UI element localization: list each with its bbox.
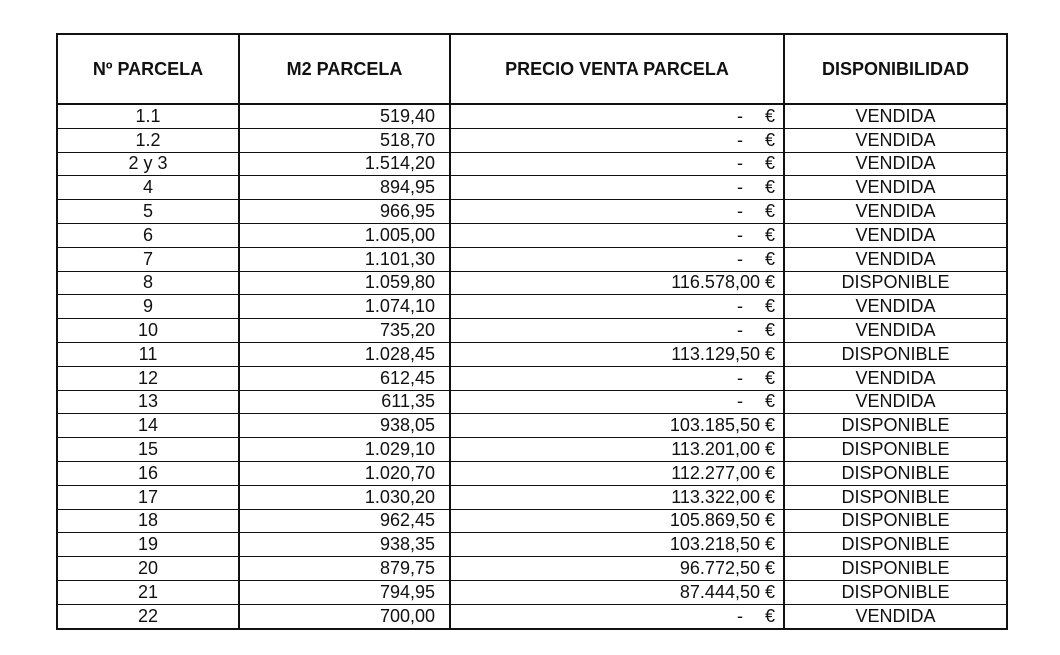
cell-parcela: 11 bbox=[58, 342, 239, 366]
cell-parcela: 19 bbox=[58, 533, 239, 557]
cell-disponibilidad: DISPONIBLE bbox=[784, 271, 1006, 295]
price-placeholder bbox=[737, 106, 775, 127]
cell-disponibilidad: VENDIDA bbox=[784, 390, 1006, 414]
cell-disponibilidad: VENDIDA bbox=[784, 223, 1006, 247]
cell-parcela: 2 y 3 bbox=[58, 152, 239, 176]
cell-m2: 1.514,20 bbox=[239, 152, 450, 176]
cell-disponibilidad: VENDIDA bbox=[784, 366, 1006, 390]
cell-parcela: 20 bbox=[58, 557, 239, 581]
cell-m2: 938,05 bbox=[239, 414, 450, 438]
price-dash: - bbox=[737, 177, 743, 198]
cell-m2: 879,75 bbox=[239, 557, 450, 581]
table-row bbox=[58, 557, 1006, 581]
cell-disponibilidad: VENDIDA bbox=[784, 295, 1006, 319]
cell-disponibilidad: DISPONIBLE bbox=[784, 414, 1006, 438]
table-row bbox=[58, 152, 1006, 176]
cell-m2: 700,00 bbox=[239, 604, 450, 627]
cell-precio: 112.277,00 € bbox=[450, 461, 784, 485]
table-row bbox=[58, 580, 1006, 604]
cell-parcela: 7 bbox=[58, 247, 239, 271]
table-row bbox=[58, 390, 1006, 414]
table-row bbox=[58, 366, 1006, 390]
table-row bbox=[58, 247, 1006, 271]
table-row bbox=[58, 128, 1006, 152]
cell-disponibilidad: DISPONIBLE bbox=[784, 557, 1006, 581]
table-row bbox=[58, 176, 1006, 200]
cell-m2: 938,35 bbox=[239, 533, 450, 557]
cell-m2: 612,45 bbox=[239, 366, 450, 390]
table-row bbox=[58, 414, 1006, 438]
cell-precio: 105.869,50 € bbox=[450, 509, 784, 533]
cell-parcela: 6 bbox=[58, 223, 239, 247]
cell-disponibilidad: VENDIDA bbox=[784, 104, 1006, 128]
cell-m2: 518,70 bbox=[239, 128, 450, 152]
table-row bbox=[58, 438, 1006, 462]
cell-parcela: 18 bbox=[58, 509, 239, 533]
cell-disponibilidad: DISPONIBLE bbox=[784, 461, 1006, 485]
cell-m2: 1.028,45 bbox=[239, 342, 450, 366]
price-dash: - bbox=[737, 248, 743, 269]
cell-precio: 103.185,50 € bbox=[450, 414, 784, 438]
cell-precio: 116.578,00 € bbox=[450, 271, 784, 295]
cell-precio bbox=[450, 200, 784, 224]
cell-parcela: 15 bbox=[58, 438, 239, 462]
cell-m2: 1.074,10 bbox=[239, 295, 450, 319]
cell-disponibilidad: VENDIDA bbox=[784, 200, 1006, 224]
euro-symbol: € bbox=[764, 129, 775, 150]
cell-parcela: 21 bbox=[58, 580, 239, 604]
cell-disponibilidad: DISPONIBLE bbox=[784, 342, 1006, 366]
table-row bbox=[58, 271, 1006, 295]
cell-m2: 1.005,00 bbox=[239, 223, 450, 247]
cell-parcela: 9 bbox=[58, 295, 239, 319]
price-dash: - bbox=[737, 367, 743, 388]
cell-parcela: 1.1 bbox=[58, 104, 239, 128]
cell-m2: 611,35 bbox=[239, 390, 450, 414]
price-dash: - bbox=[737, 391, 743, 412]
cell-m2: 735,20 bbox=[239, 319, 450, 343]
cell-disponibilidad: DISPONIBLE bbox=[784, 485, 1006, 509]
euro-symbol: € bbox=[764, 224, 775, 245]
price-placeholder bbox=[737, 225, 775, 246]
cell-disponibilidad: VENDIDA bbox=[784, 247, 1006, 271]
price-placeholder bbox=[737, 320, 775, 341]
cell-parcela: 17 bbox=[58, 485, 239, 509]
price-dash: - bbox=[737, 129, 743, 150]
table-row bbox=[58, 319, 1006, 343]
header-disponibilidad: DISPONIBILIDAD bbox=[784, 35, 1006, 104]
cell-precio bbox=[450, 128, 784, 152]
cell-precio bbox=[450, 104, 784, 128]
cell-disponibilidad: DISPONIBLE bbox=[784, 533, 1006, 557]
cell-m2: 1.030,20 bbox=[239, 485, 450, 509]
table-row bbox=[58, 223, 1006, 247]
price-placeholder bbox=[737, 296, 775, 317]
cell-precio: 113.129,50 € bbox=[450, 342, 784, 366]
cell-parcela: 1.2 bbox=[58, 128, 239, 152]
cell-disponibilidad: DISPONIBLE bbox=[784, 509, 1006, 533]
cell-disponibilidad: VENDIDA bbox=[784, 176, 1006, 200]
euro-symbol: € bbox=[764, 201, 775, 222]
cell-precio bbox=[450, 176, 784, 200]
cell-precio bbox=[450, 247, 784, 271]
table-row bbox=[58, 461, 1006, 485]
cell-disponibilidad: VENDIDA bbox=[784, 128, 1006, 152]
price-placeholder bbox=[737, 249, 775, 270]
cell-parcela: 4 bbox=[58, 176, 239, 200]
header-precio: PRECIO VENTA PARCELA bbox=[450, 35, 784, 104]
cell-precio bbox=[450, 152, 784, 176]
cell-parcela: 12 bbox=[58, 366, 239, 390]
cell-precio bbox=[450, 319, 784, 343]
cell-parcela: 22 bbox=[58, 604, 239, 627]
price-placeholder bbox=[737, 391, 775, 412]
price-dash: - bbox=[737, 105, 743, 126]
price-dash: - bbox=[737, 605, 743, 626]
cell-m2: 794,95 bbox=[239, 580, 450, 604]
cell-disponibilidad: VENDIDA bbox=[784, 152, 1006, 176]
cell-parcela: 8 bbox=[58, 271, 239, 295]
table-row bbox=[58, 295, 1006, 319]
parcel-table bbox=[58, 35, 1006, 628]
table-row bbox=[58, 342, 1006, 366]
table-row bbox=[58, 200, 1006, 224]
table-row bbox=[58, 485, 1006, 509]
euro-symbol: € bbox=[764, 153, 775, 174]
cell-parcela: 5 bbox=[58, 200, 239, 224]
price-placeholder bbox=[737, 201, 775, 222]
cell-precio: 113.201,00 € bbox=[450, 438, 784, 462]
cell-parcela: 10 bbox=[58, 319, 239, 343]
cell-precio bbox=[450, 390, 784, 414]
cell-precio: 113.322,00 € bbox=[450, 485, 784, 509]
euro-symbol: € bbox=[764, 105, 775, 126]
price-dash: - bbox=[737, 224, 743, 245]
table-row bbox=[58, 533, 1006, 557]
cell-precio bbox=[450, 295, 784, 319]
cell-m2: 966,95 bbox=[239, 200, 450, 224]
euro-symbol: € bbox=[764, 177, 775, 198]
cell-m2: 894,95 bbox=[239, 176, 450, 200]
euro-symbol: € bbox=[764, 248, 775, 269]
cell-m2: 1.029,10 bbox=[239, 438, 450, 462]
cell-precio: 103.218,50 € bbox=[450, 533, 784, 557]
price-placeholder bbox=[737, 177, 775, 198]
cell-m2: 962,45 bbox=[239, 509, 450, 533]
cell-m2: 1.059,80 bbox=[239, 271, 450, 295]
header-m2: M2 PARCELA bbox=[239, 35, 450, 104]
table-row bbox=[58, 104, 1006, 128]
price-dash: - bbox=[737, 320, 743, 341]
cell-m2: 1.101,30 bbox=[239, 247, 450, 271]
euro-symbol: € bbox=[764, 391, 775, 412]
table-body bbox=[58, 104, 1006, 628]
cell-m2: 1.020,70 bbox=[239, 461, 450, 485]
price-dash: - bbox=[737, 296, 743, 317]
euro-symbol: € bbox=[764, 296, 775, 317]
cell-precio: 96.772,50 € bbox=[450, 557, 784, 581]
euro-symbol: € bbox=[764, 605, 775, 626]
cell-disponibilidad: VENDIDA bbox=[784, 319, 1006, 343]
cell-parcela: 13 bbox=[58, 390, 239, 414]
cell-precio bbox=[450, 223, 784, 247]
cell-parcela: 16 bbox=[58, 461, 239, 485]
cell-precio bbox=[450, 604, 784, 627]
cell-precio bbox=[450, 366, 784, 390]
cell-disponibilidad: DISPONIBLE bbox=[784, 580, 1006, 604]
cell-disponibilidad: DISPONIBLE bbox=[784, 438, 1006, 462]
header-parcela: Nº PARCELA bbox=[58, 35, 239, 104]
price-dash: - bbox=[737, 201, 743, 222]
price-placeholder bbox=[737, 368, 775, 389]
parcel-table-frame bbox=[56, 33, 1008, 630]
price-placeholder bbox=[737, 153, 775, 174]
price-placeholder bbox=[737, 606, 775, 627]
cell-m2: 519,40 bbox=[239, 104, 450, 128]
table-row bbox=[58, 604, 1006, 627]
cell-disponibilidad: VENDIDA bbox=[855, 605, 936, 626]
cell-parcela: 14 bbox=[58, 414, 239, 438]
table-row bbox=[58, 509, 1006, 533]
price-placeholder bbox=[737, 130, 775, 151]
euro-symbol: € bbox=[764, 367, 775, 388]
price-dash: - bbox=[737, 153, 743, 174]
euro-symbol: € bbox=[764, 320, 775, 341]
table-header-row bbox=[58, 35, 1006, 104]
cell-precio: 87.444,50 € bbox=[450, 580, 784, 604]
